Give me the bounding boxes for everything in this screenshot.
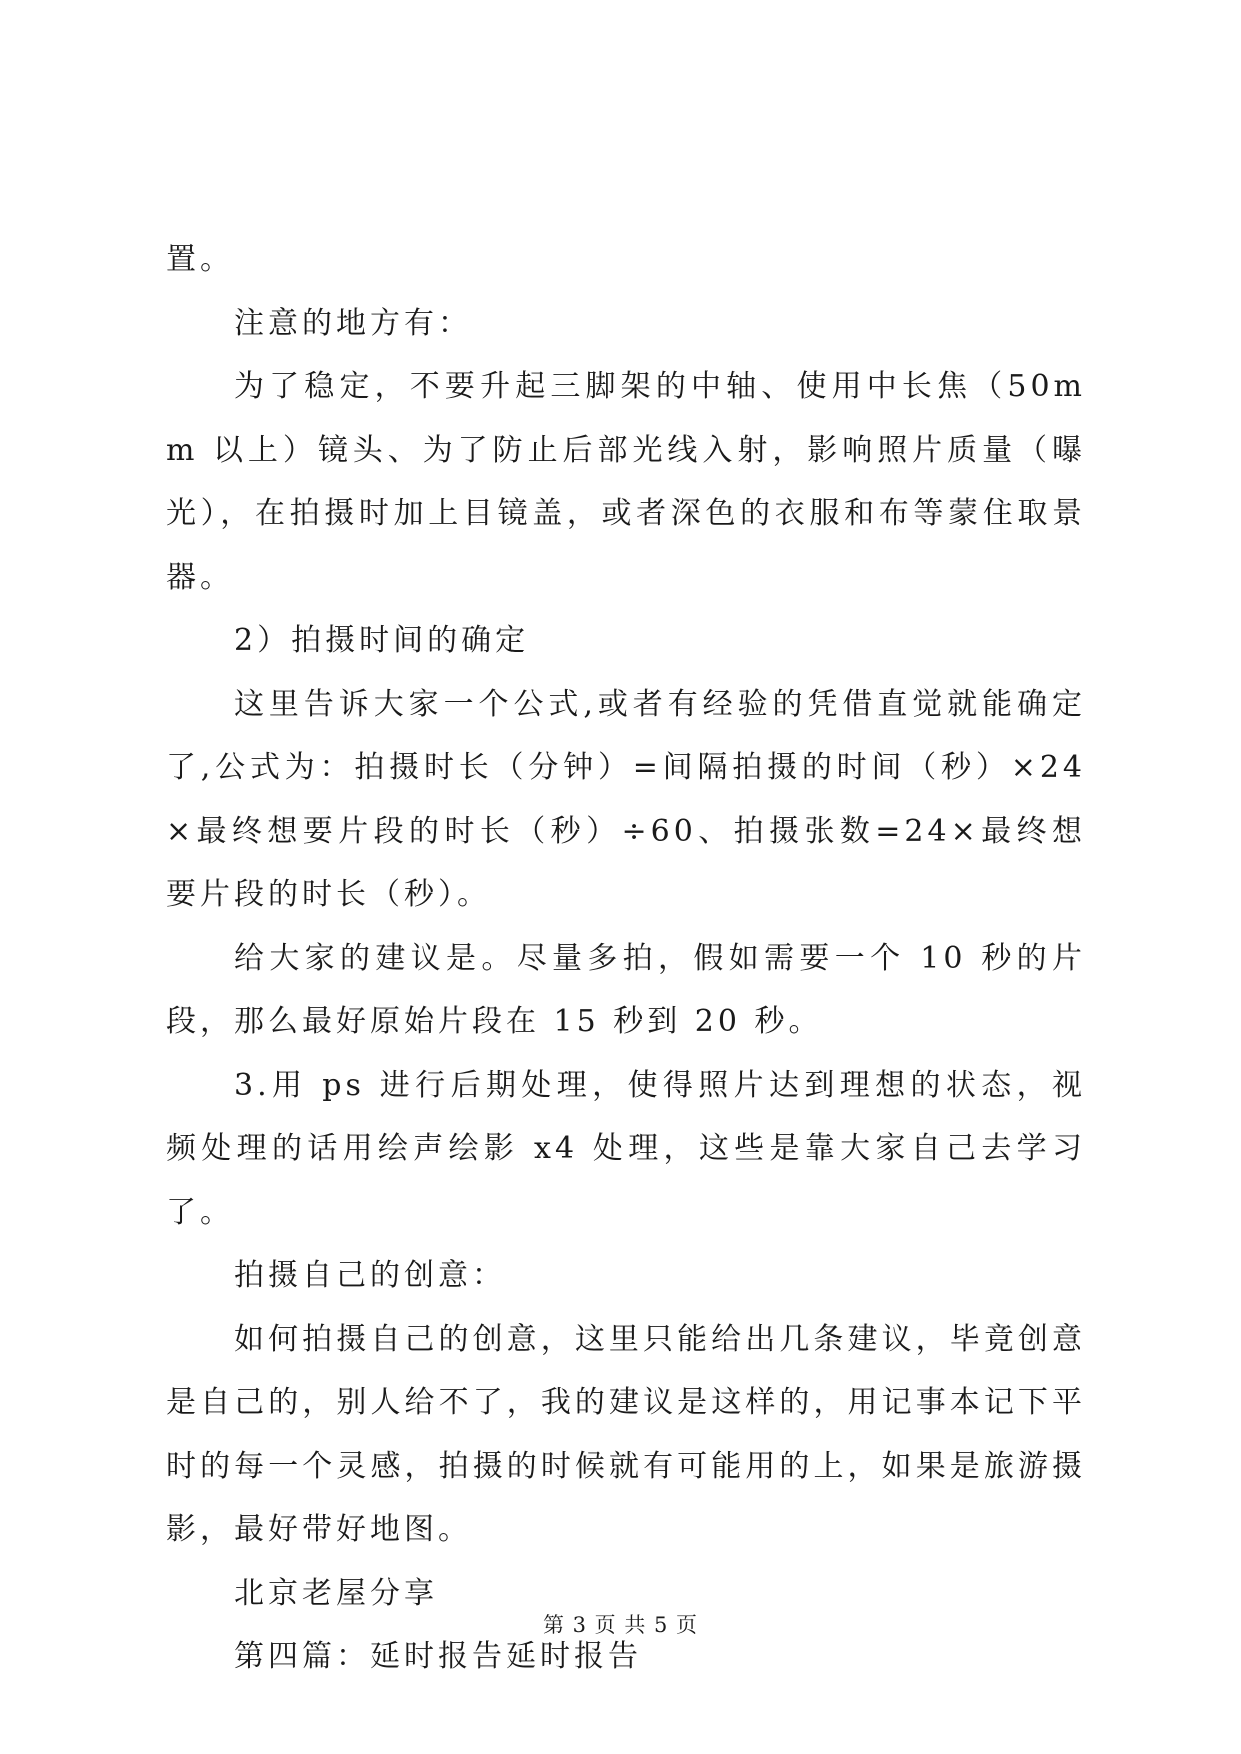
paragraph-continuation: 置。 — [166, 242, 234, 277]
document-body — [166, 228, 1086, 1689]
paragraph-creativity-heading: 拍摄自己的创意： — [234, 1258, 506, 1293]
paragraph-creativity-advice: 如何拍摄自己的创意，这里只能给出几条建议，毕竟创意是自己的，别人给不了，我的建议是这样的，用记事本记下平时的每一个灵感，拍摄的时候就有可能用的上，如果是旅游摄影，最好带好地图。 — [166, 1321, 1086, 1547]
paragraph-notes-heading: 注意的地方有： — [234, 305, 472, 341]
page-number-footer: 第 3 页 共 5 页 — [542, 1613, 699, 1637]
paragraph-formula: 这里告诉大家一个公式,或者有经验的凭借直觉就能确定了,公式为：拍摄时长（分钟）=间隔拍摄的时间（秒）×24×最终想要片段的时长（秒）÷60、拍摄张数=24×最终想要片段的时长（秒）。 — [166, 686, 1086, 912]
paragraph-section-shooting-time: 2）拍摄时间的确定 — [234, 623, 530, 658]
paragraph-chapter-four-title: 第四篇：延时报告延时报告 — [234, 1639, 642, 1674]
paragraph-beijing-share: 北京老屋分享 — [234, 1575, 438, 1611]
paragraph-stability-tips: 为了稳定，不要升起三脚架的中轴、使用中长焦（50mm 以上）镜头、为了防止后部光线入射，影响照片质量（曝光），在拍摄时加上目镜盖，或者深色的衣服和布等蒙住取景器。 — [166, 369, 1086, 595]
paragraph-post-processing: 3.用 ps 进行后期处理，使得照片达到理想的状态，视频处理的话用绘声绘影 x4 处理，这些是靠大家自己去学习了。 — [166, 1067, 1086, 1230]
paragraph-suggestion: 给大家的建议是。尽量多拍，假如需要一个 10 秒的片段，那么最好原始片段在 15 秒到 20 秒。 — [166, 940, 1086, 1039]
